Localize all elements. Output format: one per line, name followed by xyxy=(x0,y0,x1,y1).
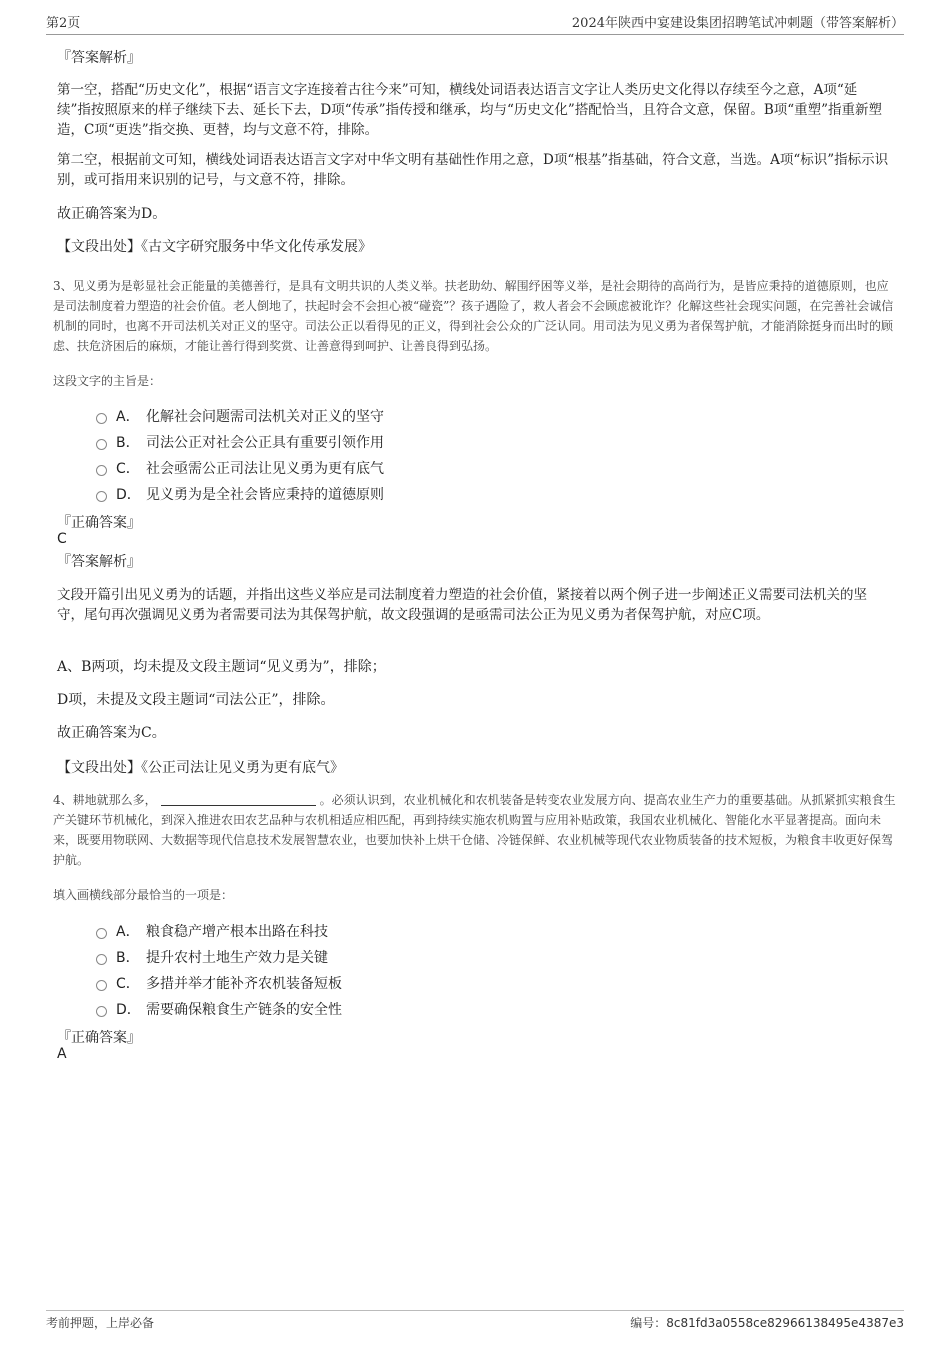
q3-option-a[interactable] xyxy=(96,406,384,426)
option-letter: C． xyxy=(116,461,140,477)
q2-analysis-block2 xyxy=(57,150,890,190)
option-letter: A． xyxy=(116,924,140,940)
q4-question-rest: 。必须认识到，农业机械化和农机装备是转变农业发展方向、提高农业生产力的重要基础。从抓紧抓实粮食生产关键环节机械化，到深入推进农田农艺品种与农机相适应相匹配，再到持续实施农机购置与应用补贴政策，我国农业机械化、智能化水平显著提高。面向未来，既要用物联网、大数据等现代信息技术发展智慧农业，也要加快补上烘干仓储、冷链保鲜、农业机械等现代农业物质装备的技术短板，为粮食丰收更好保驾护航。 xyxy=(53,793,896,867)
q3-option-b[interactable] xyxy=(96,432,384,452)
q2-conclusion: 故正确答案为D。 xyxy=(57,206,167,222)
option-text: 化解社会问题需司法机关对正义的坚守 xyxy=(146,409,384,425)
option-text: 司法公正对社会公正具有重要引领作用 xyxy=(146,435,384,451)
q3-question: 3、见义勇为是彰显社会正能量的美德善行，是具有文明共识的人类义举。扶老助幼、解围纾困等义举，是社会期待的高尚行为，是皆应秉持的道德原则，也应是司法制度着力塑造的社会价值。老人倒地了，扶起时会不会担心被“碰瓷”？孩子遇险了，救人者会不会顾虑被讹诈？化解这些社会现实问题，在完善社会诚信机制的同时，也离不开司法机关对正义的坚守。司法公正以看得见的正义，得到社会公众的广泛认同。用司法为见义勇为者保驾护航，才能消除挺身而出时的顾虑、扶危济困后的麻烦，才能让善行得到奖赏、让善意得到呵护、让善良得到弘扬。 xyxy=(53,279,894,353)
option-text: 需要确保粮食生产链条的安全性 xyxy=(146,1002,342,1018)
q4-question xyxy=(53,790,898,870)
q3-analysis xyxy=(57,585,890,625)
page-number: 第2页 xyxy=(46,16,81,31)
radio-icon[interactable] xyxy=(96,491,107,502)
radio-icon[interactable] xyxy=(96,439,107,450)
radio-icon[interactable] xyxy=(96,1006,107,1017)
q4-prompt: 填入画横线部分最恰当的一项是： xyxy=(53,888,234,902)
option-letter: D． xyxy=(116,487,141,503)
option-text: 提升农村土地生产效力是关键 xyxy=(146,950,328,966)
option-letter: B． xyxy=(116,435,140,451)
radio-icon[interactable] xyxy=(96,413,107,424)
radio-icon[interactable] xyxy=(96,928,107,939)
radio-icon[interactable] xyxy=(96,980,107,991)
page-footer xyxy=(46,1310,904,1331)
footer-code xyxy=(630,1314,904,1331)
q2-analysis-para2: 第二空，根据前文可知，横线处词语表达语言文字对中华文明有基础性作用之意，D项“根基”指基础，符合文意，当选。A项“标识”指标示识别，或可指用来识别的记号，与文意不符，排除。 xyxy=(57,152,889,188)
option-text: 粮食稳产增产根本出路在科技 xyxy=(146,924,328,940)
radio-icon[interactable] xyxy=(96,465,107,476)
option-text: 见义勇为是全社会皆应秉持的道德原则 xyxy=(146,487,384,503)
option-letter: B． xyxy=(116,950,140,966)
q3-source: 【文段出处】《公正司法让见义勇为更有底气》 xyxy=(57,760,344,776)
q4-option-d[interactable] xyxy=(96,999,342,1019)
q3-correct-answer: C xyxy=(57,531,67,547)
q3-analysis-label: 『答案解析』 xyxy=(57,554,141,570)
q3-analysis-para1: 文段开篇引出见义勇为的话题，并指出这些义举应是司法制度着力塑造的社会价值，紧接着以两个例子进一步阐述正义需要司法机关的坚守，尾句再次强调见义勇为者需要司法为其保驾护航，故文段强调的是亟需司法公正为见义勇为者保驾护航，对应C项。 xyxy=(57,587,867,623)
q4-option-a[interactable] xyxy=(96,921,328,941)
q4-question-start: 4、耕地就那么多， xyxy=(53,793,157,807)
page-header xyxy=(46,12,904,35)
option-letter: C． xyxy=(116,976,140,992)
footer-code-value: 8c81fd3a0558ce82966138495e4387e3 xyxy=(666,1316,904,1330)
q2-analysis xyxy=(57,80,890,140)
q3-conclusion: 故正确答案为C。 xyxy=(57,725,166,741)
option-text: 社会亟需公正司法让见义勇为更有底气 xyxy=(146,461,384,477)
q4-blank xyxy=(161,805,316,806)
q4-correct-answer: A xyxy=(57,1046,67,1062)
q2-analysis-label: 『答案解析』 xyxy=(57,50,141,66)
radio-icon[interactable] xyxy=(96,954,107,965)
q2-source: 【文段出处】《古文字研究服务中华文化传承发展》 xyxy=(57,239,372,255)
q3-analysis-para2: A、B两项，均未提及文段主题词“见义勇为”，排除； xyxy=(57,659,386,675)
option-letter: A． xyxy=(116,409,140,425)
q4-option-c[interactable] xyxy=(96,973,342,993)
q4-option-b[interactable] xyxy=(96,947,328,967)
footer-slogan: 考前押题，上岸必备 xyxy=(46,1316,155,1330)
option-letter: D． xyxy=(116,1002,141,1018)
q3-prompt: 这段文字的主旨是： xyxy=(53,374,162,388)
document-title: 2024年陕西中宴建设集团招聘笔试冲刺题（带答案解析） xyxy=(571,16,904,31)
q3-analysis-para3: D项，未提及文段主题词“司法公正”，排除。 xyxy=(57,692,335,708)
option-text: 多措并举才能补齐农机装备短板 xyxy=(146,976,342,992)
footer-code-label: 编号： xyxy=(630,1316,667,1330)
q3-option-d[interactable] xyxy=(96,484,384,504)
q3-correct-label: 『正确答案』 xyxy=(57,515,141,531)
q3-option-c[interactable] xyxy=(96,458,384,478)
q2-analysis-para1: 第一空，搭配“历史文化”，根据“语言文字连接着古往今来”可知，横线处词语表达语言文字让人类历史文化得以存续至今之意，A项“延续”指按照原来的样子继续下去、延长下去，D项“传承”指传授和继承，均与“历史文化”搭配恰当，且符合文意，保留。B项“重塑”指重新塑造，C项“更迭”指交换、更替，均与文意不符，排除。 xyxy=(57,82,883,138)
q4-correct-label: 『正确答案』 xyxy=(57,1030,141,1046)
